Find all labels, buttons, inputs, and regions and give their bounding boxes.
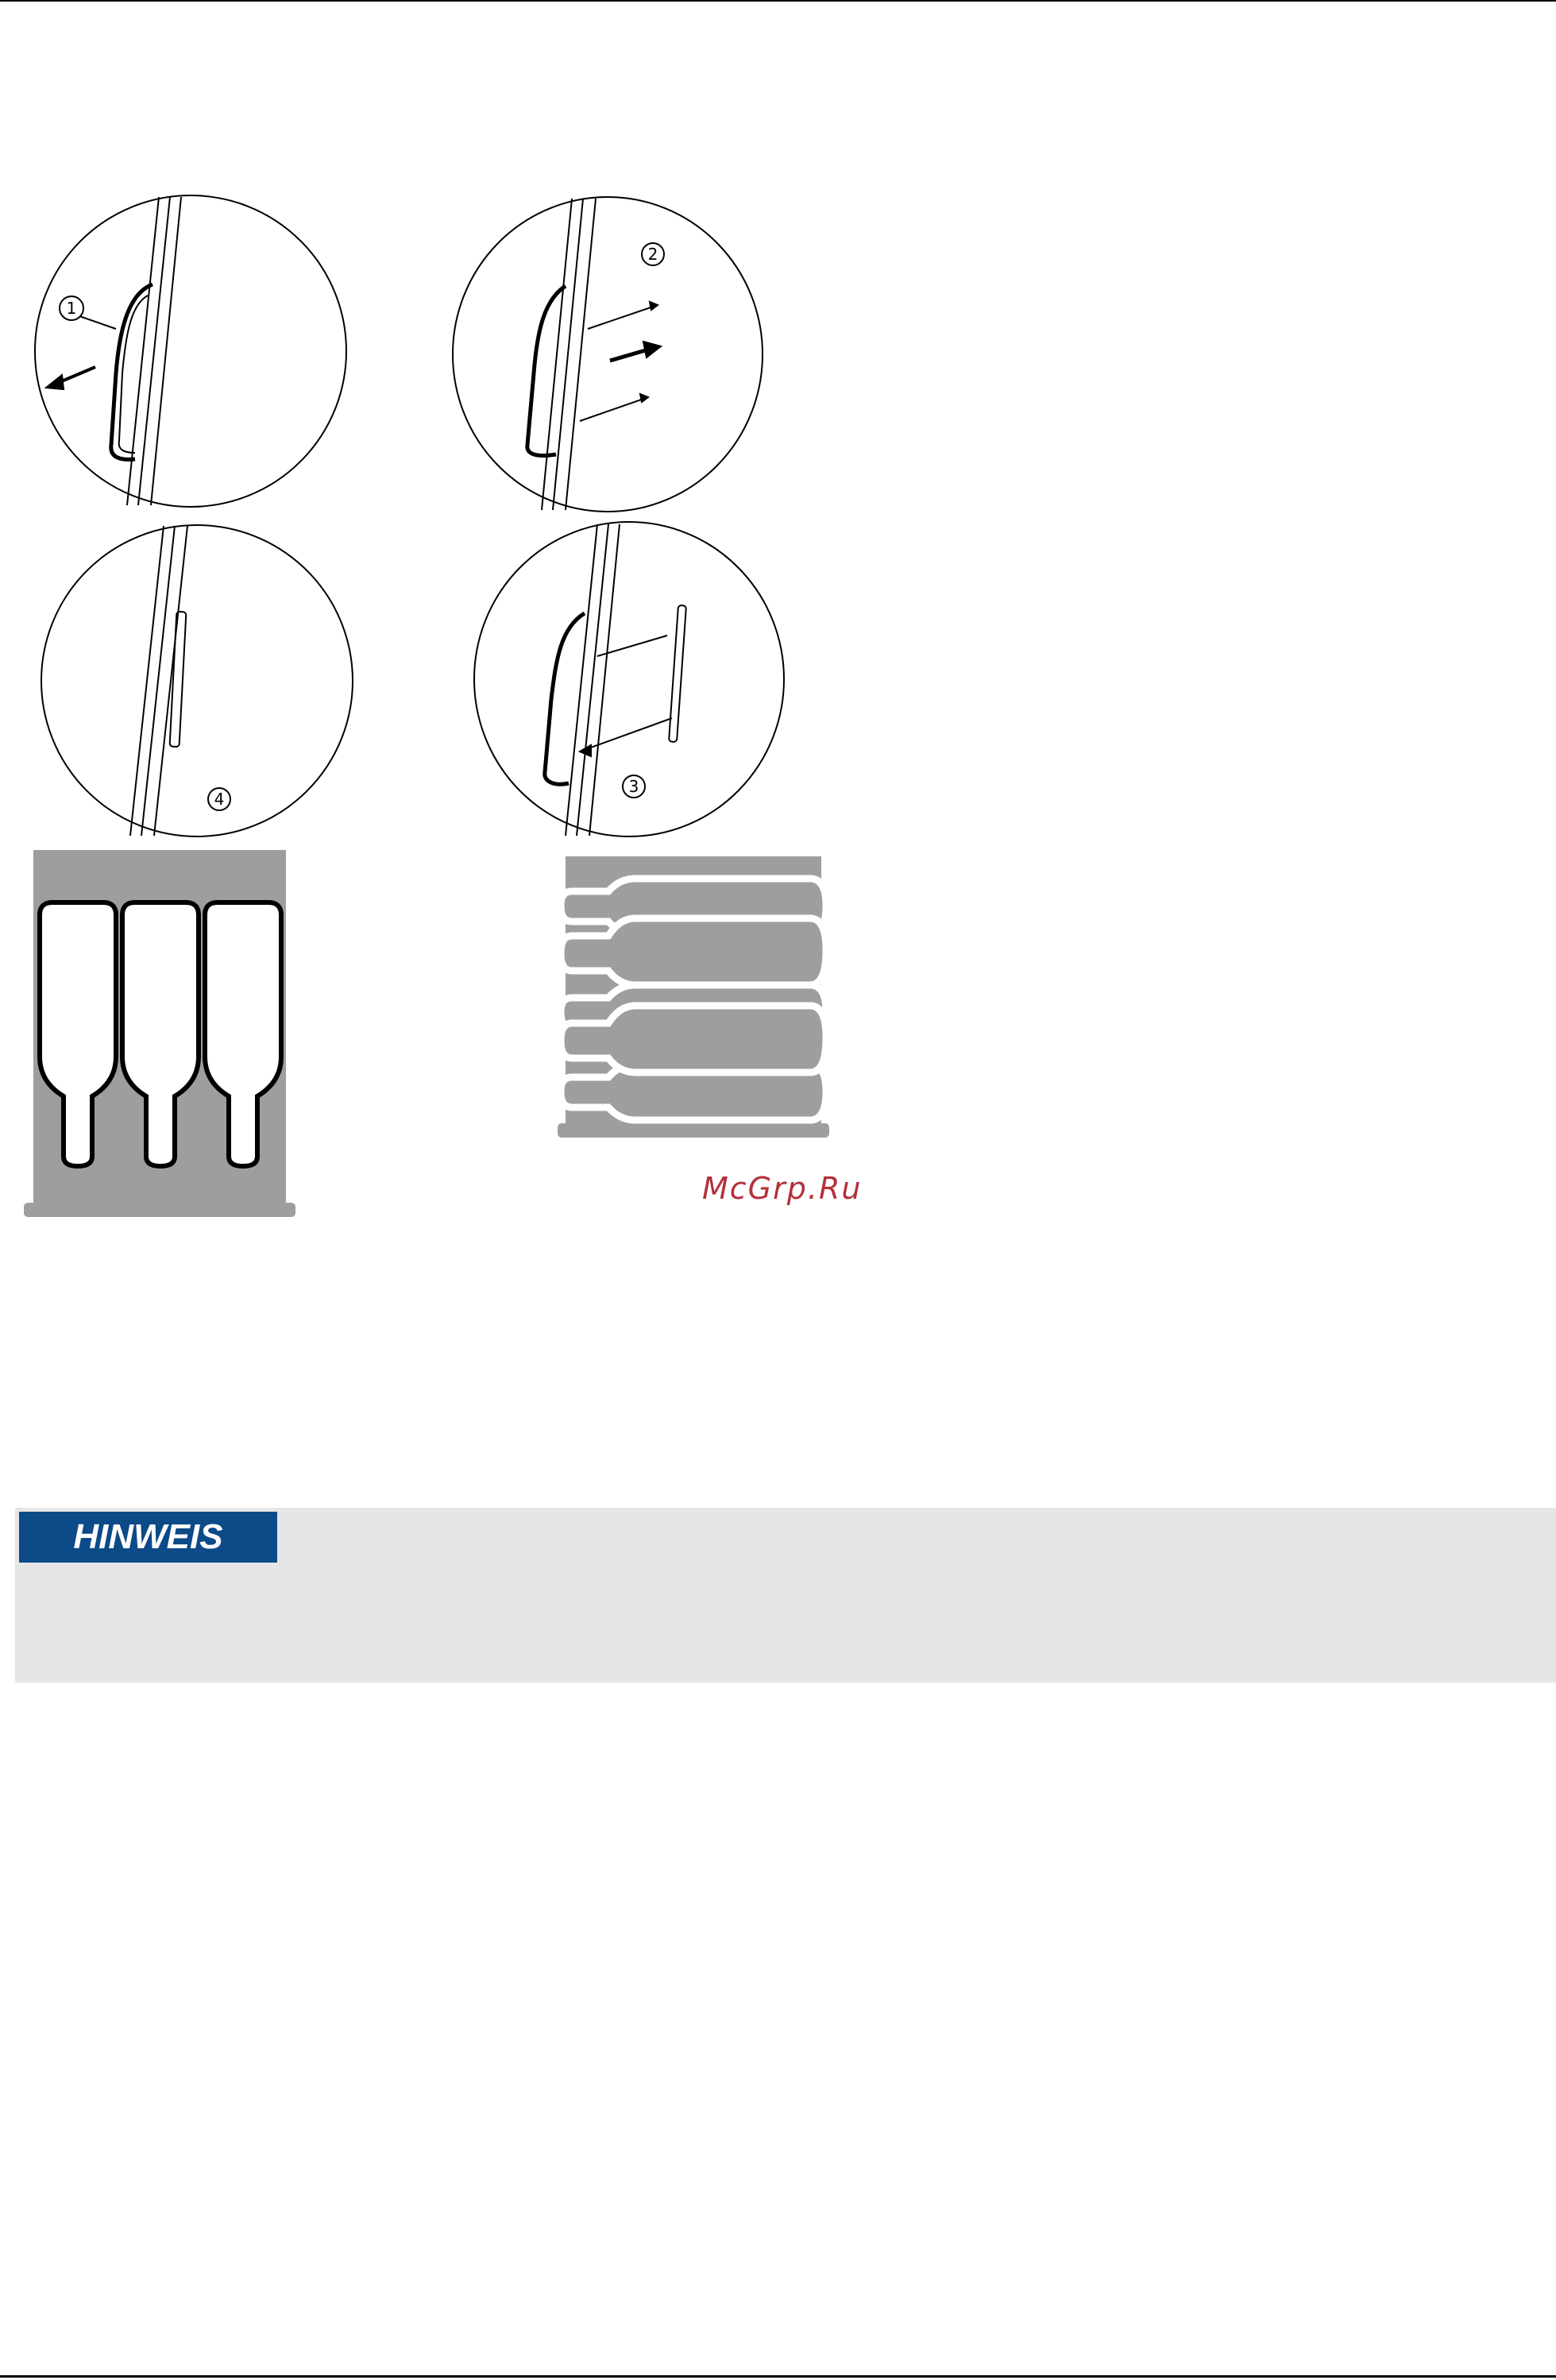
step-marker: 4 (214, 790, 225, 809)
door-handle-removed-icon (41, 525, 353, 836)
step-markers (60, 243, 664, 810)
bottom-rule (0, 2375, 1556, 2378)
door-handle-pull-icon (35, 195, 346, 507)
bottles-stacked-icon (558, 856, 829, 1138)
step-marker: 3 (628, 777, 639, 796)
hinweis-badge: HINWEIS (19, 1512, 277, 1563)
watermark-text: McGrp.Ru (702, 1171, 863, 1206)
door-handle-shift-icon (453, 197, 763, 512)
bottles-upright-icon (24, 850, 295, 1217)
step-marker: 2 (647, 245, 658, 264)
step-marker: 1 (66, 299, 77, 318)
hinweis-notice-panel (15, 1508, 1556, 1683)
